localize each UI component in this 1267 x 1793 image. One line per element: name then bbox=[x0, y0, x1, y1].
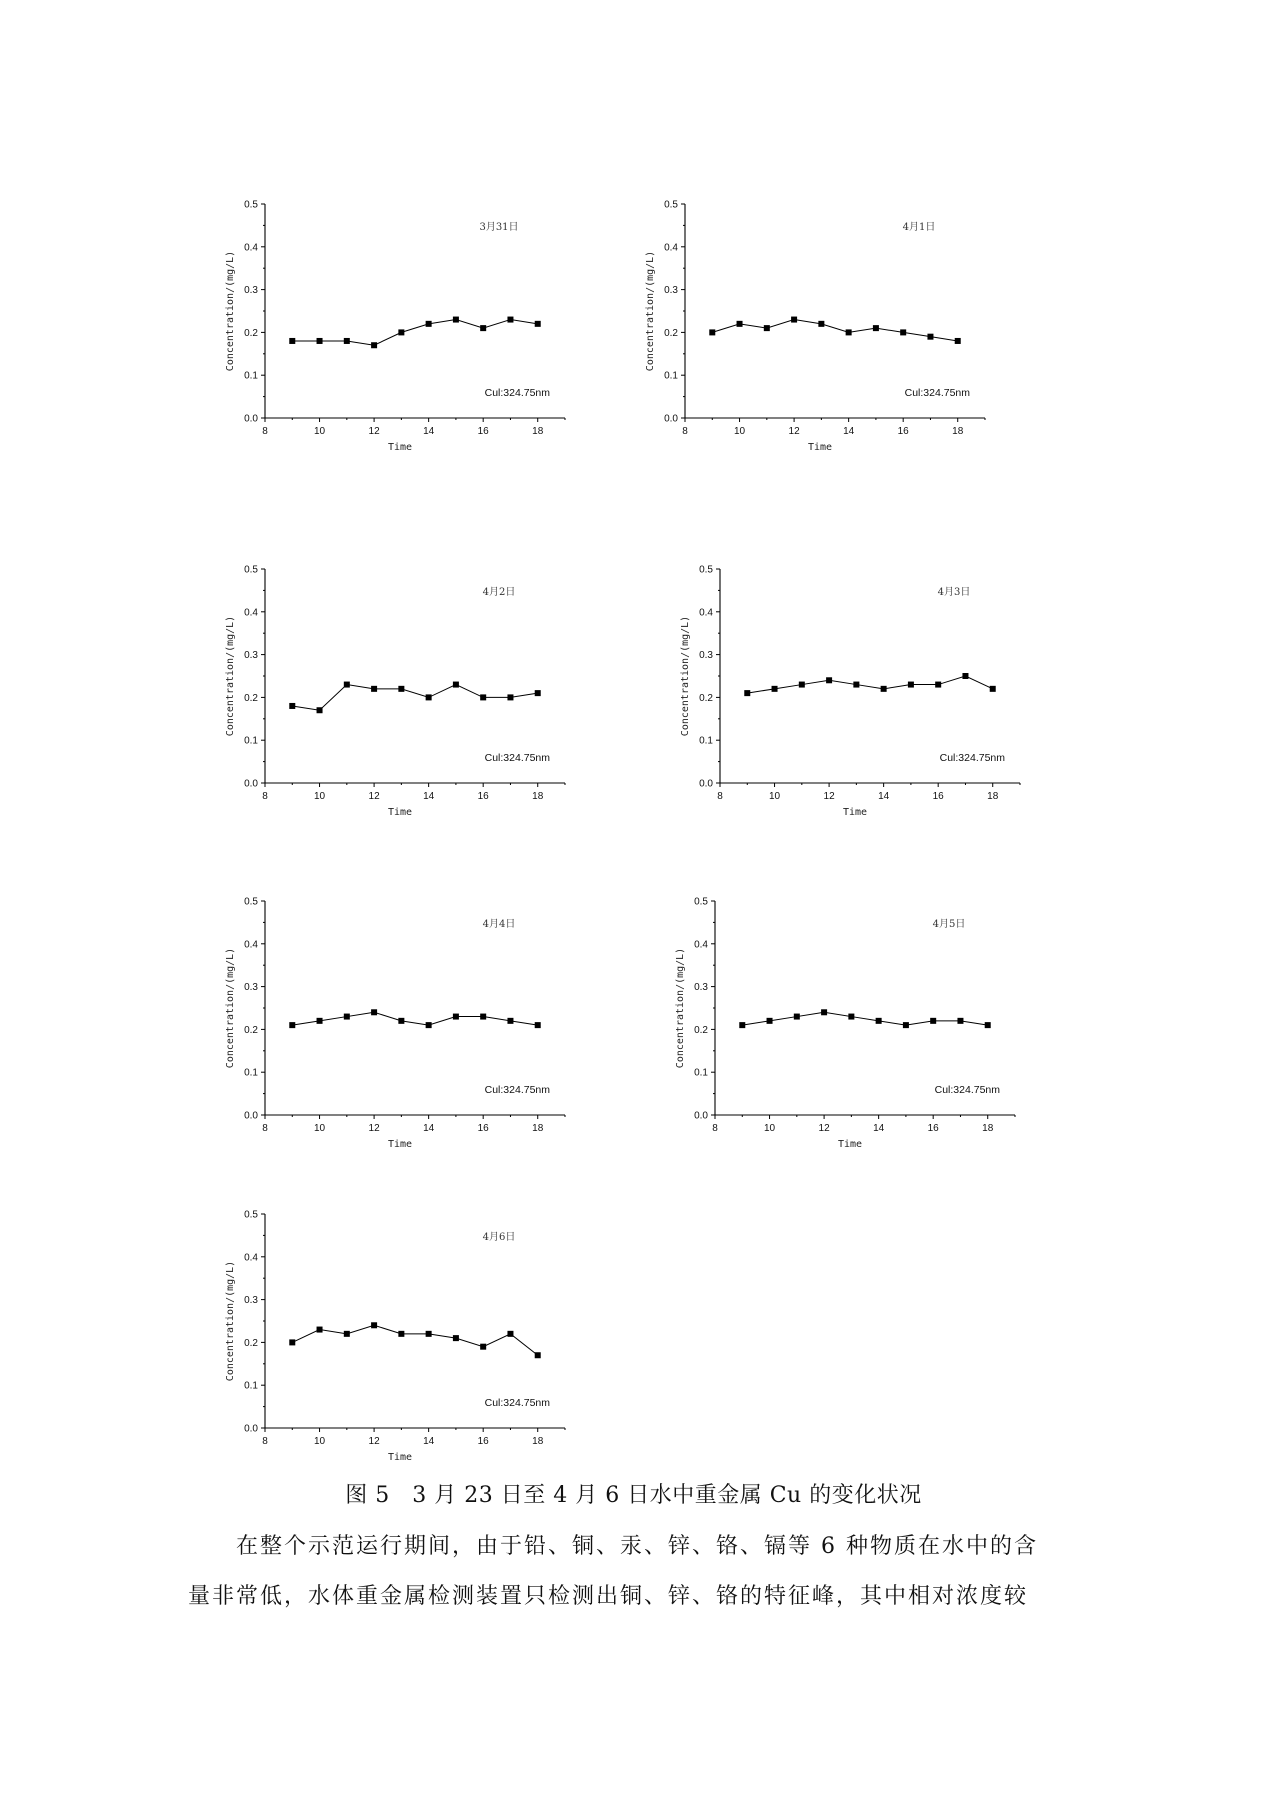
data-point bbox=[900, 329, 906, 335]
x-tick-label: 10 bbox=[313, 1436, 326, 1447]
x-axis-title: Time bbox=[837, 1139, 863, 1150]
x-tick-label: 12 bbox=[368, 791, 380, 802]
chart-svg bbox=[210, 555, 590, 825]
y-tick-label: 0.3 bbox=[694, 982, 708, 994]
data-point bbox=[289, 338, 295, 344]
x-axis-title: Time bbox=[387, 442, 413, 453]
chart-svg bbox=[210, 1200, 590, 1470]
data-point bbox=[344, 682, 350, 688]
data-point bbox=[371, 1322, 377, 1328]
y-tick-label: 0.5 bbox=[244, 564, 258, 576]
data-point bbox=[799, 682, 805, 688]
y-tick-label: 0.1 bbox=[244, 1067, 258, 1079]
data-point bbox=[985, 1022, 991, 1028]
x-tick-label: 10 bbox=[733, 426, 746, 437]
data-point bbox=[791, 317, 797, 323]
data-point bbox=[930, 1018, 936, 1024]
y-tick-label: 0.2 bbox=[699, 692, 713, 704]
data-point bbox=[957, 1018, 963, 1024]
x-tick-label: 14 bbox=[843, 426, 855, 437]
chart-svg bbox=[630, 190, 1010, 460]
x-tick-label: 14 bbox=[423, 426, 435, 437]
x-tick-label: 8 bbox=[262, 1123, 268, 1134]
data-point bbox=[398, 329, 404, 335]
data-point bbox=[794, 1014, 800, 1020]
series-label: Cul:324.75nm bbox=[934, 1084, 1000, 1096]
x-tick-label: 8 bbox=[712, 1123, 718, 1134]
y-tick-label: 0.5 bbox=[664, 199, 678, 211]
y-axis-title: Concentration/(mg/L) bbox=[225, 615, 236, 737]
x-tick-label: 8 bbox=[682, 426, 688, 437]
chart-date-label: 4月5日 bbox=[932, 919, 966, 930]
x-tick-label: 16 bbox=[897, 426, 909, 437]
data-point bbox=[480, 694, 486, 700]
chart-4-4 bbox=[210, 887, 590, 1157]
x-tick-label: 14 bbox=[873, 1123, 885, 1134]
x-tick-label: 8 bbox=[262, 426, 268, 437]
paragraph-line-1-text: 在整个示范运行期间，由于铅、铜、汞、锌、铬、镉等 6 种物质在水中的含 bbox=[236, 1534, 1038, 1559]
x-tick-label: 18 bbox=[982, 1123, 994, 1134]
chart-date-label: 4月4日 bbox=[482, 919, 516, 930]
y-tick-label: 0.2 bbox=[694, 1024, 708, 1036]
x-tick-label: 14 bbox=[423, 1123, 435, 1134]
x-tick-label: 16 bbox=[477, 426, 489, 437]
series-label: Cul:324.75nm bbox=[484, 1084, 550, 1096]
x-tick-label: 18 bbox=[532, 426, 544, 437]
series-line bbox=[292, 1012, 537, 1025]
data-point bbox=[317, 1327, 323, 1333]
y-tick-label: 0.0 bbox=[244, 778, 258, 790]
data-point bbox=[317, 707, 323, 713]
data-point bbox=[453, 317, 459, 323]
y-tick-label: 0.3 bbox=[244, 285, 258, 297]
series-label: Cul:324.75nm bbox=[484, 387, 550, 399]
data-point bbox=[480, 1344, 486, 1350]
y-tick-label: 0.2 bbox=[664, 327, 678, 339]
data-point bbox=[927, 334, 933, 340]
x-tick-label: 16 bbox=[477, 1123, 489, 1134]
series-line bbox=[292, 320, 537, 346]
data-point bbox=[764, 325, 770, 331]
data-point bbox=[709, 329, 715, 335]
chart-date-label: 4月6日 bbox=[482, 1232, 516, 1243]
data-point bbox=[535, 1352, 541, 1358]
data-point bbox=[289, 703, 295, 709]
data-point bbox=[767, 1018, 773, 1024]
x-tick-label: 16 bbox=[927, 1123, 939, 1134]
data-point bbox=[737, 321, 743, 327]
data-point bbox=[535, 1022, 541, 1028]
y-tick-label: 0.3 bbox=[244, 1295, 258, 1307]
chart-4-1 bbox=[630, 190, 1010, 460]
data-point bbox=[426, 321, 432, 327]
x-tick-label: 12 bbox=[368, 1436, 380, 1447]
x-tick-label: 14 bbox=[423, 791, 435, 802]
chart-svg bbox=[210, 190, 590, 460]
x-tick-label: 10 bbox=[768, 791, 781, 802]
series-label: Cul:324.75nm bbox=[484, 1397, 550, 1409]
chart-4-3 bbox=[665, 555, 1045, 825]
chart-date-label: 4月2日 bbox=[482, 587, 516, 598]
data-point bbox=[962, 673, 968, 679]
data-point bbox=[535, 321, 541, 327]
series-label: Cul:324.75nm bbox=[484, 752, 550, 764]
data-point bbox=[739, 1022, 745, 1028]
y-tick-label: 0.3 bbox=[664, 285, 678, 297]
data-point bbox=[289, 1022, 295, 1028]
y-tick-label: 0.2 bbox=[244, 1337, 258, 1349]
data-point bbox=[344, 338, 350, 344]
data-point bbox=[344, 1331, 350, 1337]
x-tick-label: 8 bbox=[717, 791, 723, 802]
y-tick-label: 0.1 bbox=[694, 1067, 708, 1079]
x-tick-label: 12 bbox=[823, 791, 835, 802]
y-tick-label: 0.0 bbox=[244, 1423, 258, 1435]
x-tick-label: 16 bbox=[477, 791, 489, 802]
series-line bbox=[292, 1325, 537, 1355]
y-tick-label: 0.0 bbox=[244, 413, 258, 425]
x-axis-title: Time bbox=[387, 1139, 413, 1150]
y-tick-label: 0.2 bbox=[244, 1024, 258, 1036]
data-point bbox=[507, 317, 513, 323]
data-point bbox=[955, 338, 961, 344]
x-tick-label: 8 bbox=[262, 791, 268, 802]
series-label: Cul:324.75nm bbox=[904, 387, 970, 399]
data-point bbox=[935, 682, 941, 688]
y-axis-title: Concentration/(mg/L) bbox=[645, 250, 656, 372]
chart-svg bbox=[210, 887, 590, 1157]
y-tick-label: 0.1 bbox=[244, 1380, 258, 1392]
data-point bbox=[772, 686, 778, 692]
x-axis-title: Time bbox=[387, 807, 413, 818]
y-tick-label: 0.5 bbox=[694, 896, 708, 908]
data-point bbox=[876, 1018, 882, 1024]
x-tick-label: 10 bbox=[313, 1123, 326, 1134]
data-point bbox=[453, 682, 459, 688]
y-tick-label: 0.4 bbox=[244, 607, 258, 619]
data-point bbox=[507, 694, 513, 700]
data-point bbox=[480, 325, 486, 331]
paragraph-line-2: 量非常低，水体重金属检测装置只检测出铜、锌、铬的特征峰，其中相对浓度较 bbox=[188, 1584, 1029, 1609]
data-point bbox=[873, 325, 879, 331]
x-tick-label: 12 bbox=[368, 426, 380, 437]
x-tick-label: 10 bbox=[313, 791, 326, 802]
y-tick-label: 0.1 bbox=[244, 735, 258, 747]
data-point bbox=[317, 338, 323, 344]
data-point bbox=[535, 690, 541, 696]
x-tick-label: 12 bbox=[368, 1123, 380, 1134]
body-paragraph bbox=[188, 1522, 1082, 1622]
y-tick-label: 0.3 bbox=[244, 650, 258, 662]
data-point bbox=[853, 682, 859, 688]
data-point bbox=[453, 1335, 459, 1341]
data-point bbox=[398, 1331, 404, 1337]
data-point bbox=[426, 694, 432, 700]
y-tick-label: 0.5 bbox=[244, 1209, 258, 1221]
data-point bbox=[903, 1022, 909, 1028]
x-tick-label: 18 bbox=[987, 791, 999, 802]
y-tick-label: 0.0 bbox=[664, 413, 678, 425]
data-point bbox=[344, 1014, 350, 1020]
y-tick-label: 0.4 bbox=[699, 607, 713, 619]
y-tick-label: 0.1 bbox=[699, 735, 713, 747]
data-point bbox=[744, 690, 750, 696]
data-point bbox=[826, 677, 832, 683]
x-axis-title: Time bbox=[387, 1452, 413, 1463]
y-tick-label: 0.0 bbox=[694, 1110, 708, 1122]
data-point bbox=[398, 1018, 404, 1024]
x-tick-label: 14 bbox=[878, 791, 890, 802]
y-tick-label: 0.2 bbox=[244, 327, 258, 339]
y-tick-label: 0.1 bbox=[664, 370, 678, 382]
y-axis-title: Concentration/(mg/L) bbox=[675, 947, 686, 1069]
y-tick-label: 0.5 bbox=[244, 896, 258, 908]
x-tick-label: 18 bbox=[532, 1436, 544, 1447]
series-line bbox=[742, 1012, 987, 1025]
y-tick-label: 0.3 bbox=[244, 982, 258, 994]
x-tick-label: 12 bbox=[818, 1123, 830, 1134]
data-point bbox=[426, 1022, 432, 1028]
data-point bbox=[848, 1014, 854, 1020]
series-line bbox=[712, 320, 957, 341]
y-axis-title: Concentration/(mg/L) bbox=[680, 615, 691, 737]
chart-svg bbox=[660, 887, 1040, 1157]
data-point bbox=[846, 329, 852, 335]
data-point bbox=[818, 321, 824, 327]
y-tick-label: 0.4 bbox=[664, 242, 678, 254]
y-tick-label: 0.4 bbox=[244, 242, 258, 254]
x-tick-label: 14 bbox=[423, 1436, 435, 1447]
x-tick-label: 10 bbox=[313, 426, 326, 437]
chart-date-label: 3月31日 bbox=[479, 222, 519, 233]
chart-date-label: 4月1日 bbox=[902, 222, 936, 233]
data-point bbox=[426, 1331, 432, 1337]
y-tick-label: 0.0 bbox=[699, 778, 713, 790]
chart-date-label: 4月3日 bbox=[937, 587, 971, 598]
y-tick-label: 0.0 bbox=[244, 1110, 258, 1122]
y-axis-title: Concentration/(mg/L) bbox=[225, 1260, 236, 1382]
data-point bbox=[908, 682, 914, 688]
x-tick-label: 8 bbox=[262, 1436, 268, 1447]
series-line bbox=[292, 685, 537, 711]
x-tick-label: 16 bbox=[477, 1436, 489, 1447]
data-point bbox=[289, 1339, 295, 1345]
y-axis-title: Concentration/(mg/L) bbox=[225, 250, 236, 372]
y-tick-label: 0.4 bbox=[244, 1252, 258, 1264]
data-point bbox=[317, 1018, 323, 1024]
chart-3-31 bbox=[210, 190, 590, 460]
y-tick-label: 0.5 bbox=[244, 199, 258, 211]
chart-4-5 bbox=[660, 887, 1040, 1157]
data-point bbox=[453, 1014, 459, 1020]
chart-4-6 bbox=[210, 1200, 590, 1470]
series-label: Cul:324.75nm bbox=[939, 752, 1005, 764]
x-tick-label: 18 bbox=[952, 426, 964, 437]
x-tick-label: 16 bbox=[932, 791, 944, 802]
chart-svg bbox=[665, 555, 1045, 825]
x-tick-label: 18 bbox=[532, 791, 544, 802]
data-point bbox=[990, 686, 996, 692]
data-point bbox=[398, 686, 404, 692]
x-tick-label: 18 bbox=[532, 1123, 544, 1134]
x-tick-label: 10 bbox=[763, 1123, 776, 1134]
data-point bbox=[371, 1009, 377, 1015]
data-point bbox=[507, 1018, 513, 1024]
data-point bbox=[507, 1331, 513, 1337]
y-tick-label: 0.1 bbox=[244, 370, 258, 382]
x-axis-title: Time bbox=[842, 807, 868, 818]
x-axis-title: Time bbox=[807, 442, 833, 453]
y-tick-label: 0.4 bbox=[244, 939, 258, 951]
chart-4-2 bbox=[210, 555, 590, 825]
data-point bbox=[480, 1014, 486, 1020]
y-axis-title: Concentration/(mg/L) bbox=[225, 947, 236, 1069]
x-tick-label: 12 bbox=[788, 426, 800, 437]
y-tick-label: 0.3 bbox=[699, 650, 713, 662]
data-point bbox=[371, 342, 377, 348]
paragraph-line-1 bbox=[192, 1522, 1082, 1572]
data-point bbox=[821, 1009, 827, 1015]
data-point bbox=[881, 686, 887, 692]
y-tick-label: 0.4 bbox=[694, 939, 708, 951]
figure-caption: 图 5 3 月 23 日至 4 月 6 日水中重金属 Cu 的变化状况 bbox=[345, 1483, 922, 1508]
y-tick-label: 0.2 bbox=[244, 692, 258, 704]
series-line bbox=[747, 676, 992, 693]
y-tick-label: 0.5 bbox=[699, 564, 713, 576]
data-point bbox=[371, 686, 377, 692]
